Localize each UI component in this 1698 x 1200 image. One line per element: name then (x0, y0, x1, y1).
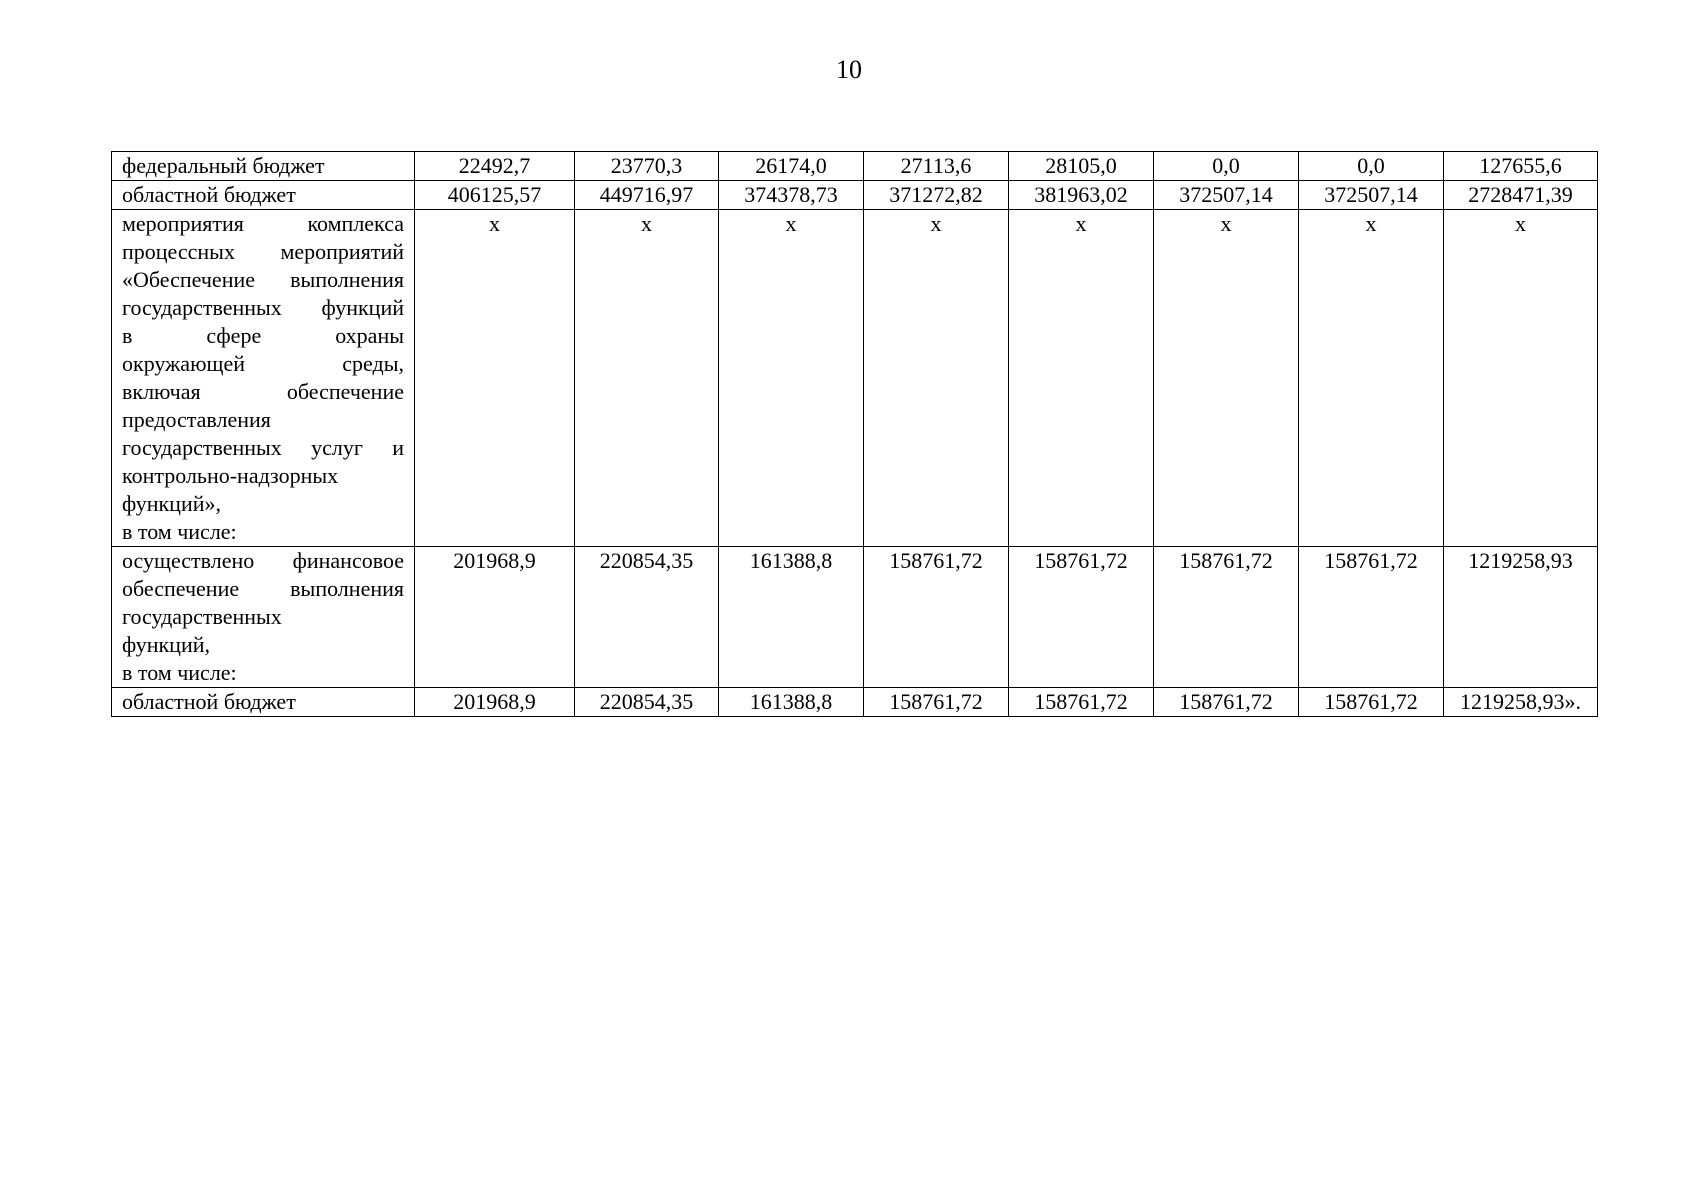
row-label-line: «Обеспечение выполнения (122, 267, 404, 292)
value-cell: 28105,0 (1009, 152, 1154, 181)
row-label-line: мероприятия комплекса (122, 211, 404, 236)
row-label (112, 181, 415, 210)
table-row (112, 210, 1598, 547)
value-cell: х (1154, 210, 1299, 547)
value-cell: 161388,8 (719, 547, 864, 688)
value-cell: х (864, 210, 1009, 547)
value-cell: 158761,72 (864, 688, 1009, 717)
value-cell: 161388,8 (719, 688, 864, 717)
value-cell: 372507,14 (1154, 181, 1299, 210)
row-label-line: государственных услуг и (122, 435, 404, 460)
value-cell: 381963,02 (1009, 181, 1154, 210)
row-label-line: предоставления (122, 407, 271, 432)
table-row (112, 688, 1598, 717)
row-label-line: в сфере охраны (122, 323, 404, 348)
row-label (112, 547, 415, 688)
value-cell: 26174,0 (719, 152, 864, 181)
value-cell: 158761,72 (1154, 688, 1299, 717)
table-row (112, 181, 1598, 210)
row-label-line: федеральный бюджет (122, 153, 325, 178)
value-cell: 23770,3 (575, 152, 719, 181)
value-cell: х (575, 210, 719, 547)
value-cell: х (415, 210, 575, 547)
value-cell: 1219258,93 (1444, 547, 1598, 688)
value-cell: х (719, 210, 864, 547)
value-cell: 374378,73 (719, 181, 864, 210)
value-cell: 158761,72 (1009, 688, 1154, 717)
row-label (112, 688, 415, 717)
table-row (112, 152, 1598, 181)
row-label-line: контрольно-надзорных (122, 463, 339, 488)
value-cell: 449716,97 (575, 181, 719, 210)
row-label-line: областной бюджет (122, 689, 296, 714)
value-cell: х (1444, 210, 1598, 547)
value-cell: 0,0 (1299, 152, 1444, 181)
value-cell: 372507,14 (1299, 181, 1444, 210)
value-cell: 158761,72 (864, 547, 1009, 688)
value-cell: 201968,9 (415, 688, 575, 717)
row-label-line: обеспечение выполнения (122, 576, 404, 601)
value-cell: 371272,82 (864, 181, 1009, 210)
row-label-line: государственных функций (122, 295, 404, 320)
value-cell: 220854,35 (575, 688, 719, 717)
table-row (112, 547, 1598, 688)
row-label-line: осуществлено финансовое (122, 548, 404, 573)
value-cell: 158761,72 (1009, 547, 1154, 688)
row-label-line: государственных (122, 604, 282, 629)
row-label-line: функций», (122, 491, 221, 516)
value-cell: х (1009, 210, 1154, 547)
row-label-line: процессных мероприятий (122, 239, 404, 264)
value-cell: 1219258,93». (1444, 688, 1598, 717)
row-label-line: окружающей среды, (122, 351, 404, 376)
value-cell: 158761,72 (1299, 688, 1444, 717)
row-label-line: в том числе: (122, 519, 237, 544)
value-cell: х (1299, 210, 1444, 547)
value-cell: 0,0 (1154, 152, 1299, 181)
value-cell: 127655,6 (1444, 152, 1598, 181)
budget-table (111, 151, 1598, 717)
value-cell: 406125,57 (415, 181, 575, 210)
value-cell: 220854,35 (575, 547, 719, 688)
table-body (112, 152, 1598, 717)
value-cell: 2728471,39 (1444, 181, 1598, 210)
row-label (112, 210, 415, 547)
row-label (112, 152, 415, 181)
value-cell: 27113,6 (864, 152, 1009, 181)
page-number: 10 (836, 55, 862, 84)
value-cell: 158761,72 (1299, 547, 1444, 688)
row-label-line: функций, (122, 632, 210, 657)
row-label-line: в том числе: (122, 660, 237, 685)
value-cell: 201968,9 (415, 547, 575, 688)
value-cell: 22492,7 (415, 152, 575, 181)
row-label-line: включая обеспечение (122, 379, 404, 404)
row-label-line: областной бюджет (122, 182, 296, 207)
value-cell: 158761,72 (1154, 547, 1299, 688)
